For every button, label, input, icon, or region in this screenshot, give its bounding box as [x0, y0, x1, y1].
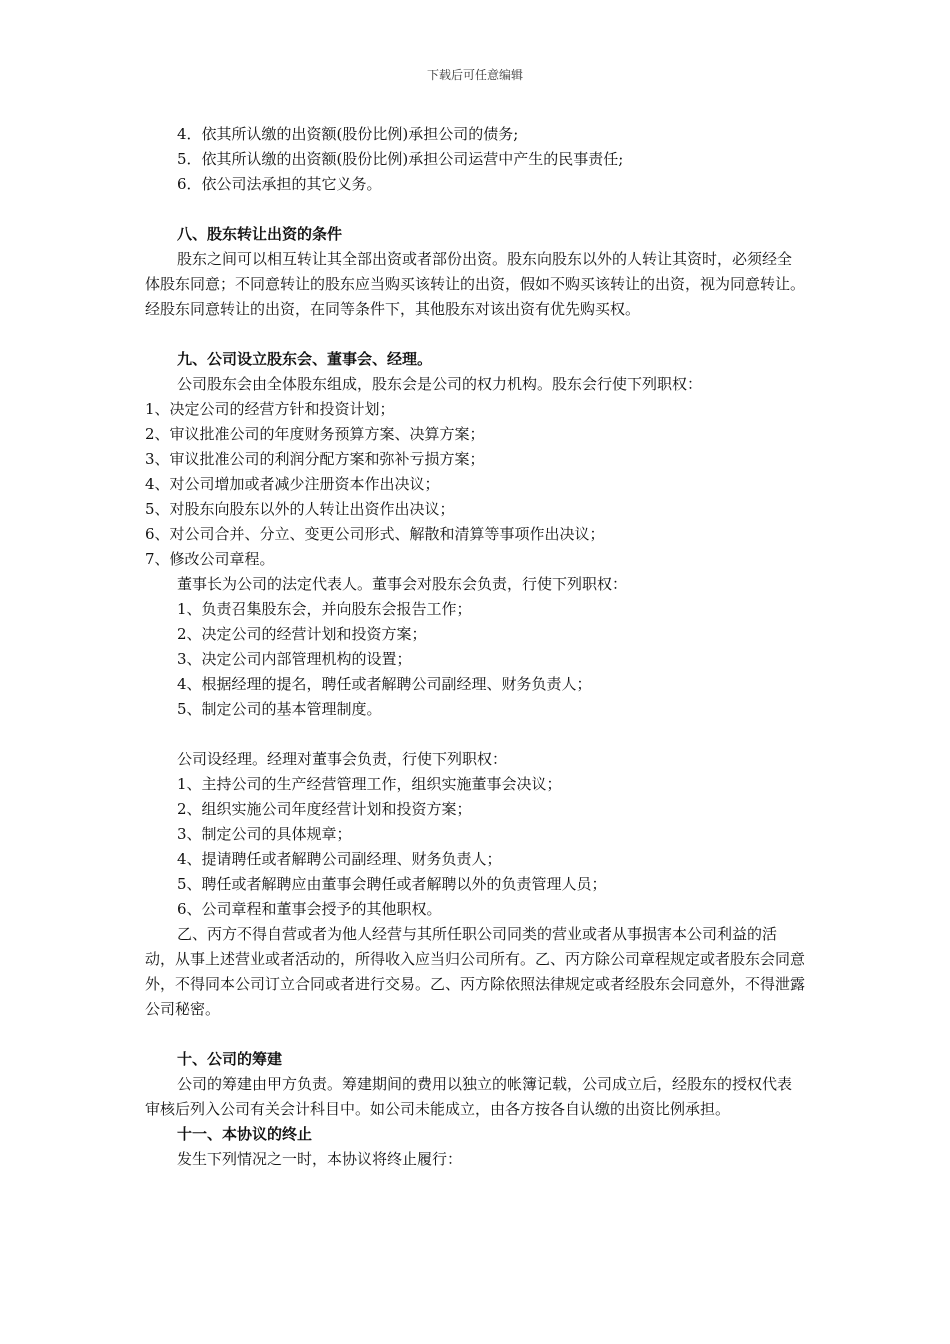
- list-item: 7、修改公司章程。: [145, 550, 275, 568]
- list-item: 4．依其所认缴的出资额(股份比例)承担公司的债务;: [177, 125, 519, 143]
- section-9-heading: 九、公司设立股东会、董事会、经理。: [177, 350, 433, 368]
- section-10-heading: 十、公司的筹建: [177, 1050, 283, 1068]
- section-9-closing-paragraph: 乙、丙方不得自营或者为他人经营与其所任职公司同类的营业或者从事损害本公司利益的活动，从事上述营业或者活动的，所得收入应当归公司所有。乙、丙方除公司章程规定或者股东会同意外，不得同本公司订立合同或者进行交易。乙、丙方除依照法律规定或者经股东会同意外，不得泄露公司秘密。: [145, 925, 806, 1018]
- list-item: 5．依其所认缴的出资额(股份比例)承担公司运营中产生的民事责任;: [177, 150, 624, 168]
- list-item: 1、决定公司的经营方针和投资计划；: [145, 400, 395, 418]
- list-item: 5、制定公司的基本管理制度。: [177, 700, 382, 718]
- list-item: 3、审议批准公司的利润分配方案和弥补亏损方案；: [145, 450, 485, 468]
- section-8-paragraph: 股东之间可以相互转让其全部出资或者部份出资。股东向股东以外的人转让其资时，必须经全体股东同意；不同意转让的股东应当购买该转让的出资，假如不购买该转让的出资，视为同意转让。经股东同意转让的出资，在同等条件下，其他股东对该出资有优先购买权。: [145, 250, 806, 318]
- manager-intro: 公司设经理。经理对董事会负责，行使下列职权：: [177, 750, 508, 768]
- shareholder-intro: 公司股东会由全体股东组成，股东会是公司的权力机构。股东会行使下列职权：: [177, 375, 703, 393]
- list-item: 4、对公司增加或者减少注册资本作出决议；: [145, 475, 440, 493]
- list-item: 4、根据经理的提名，聘任或者解聘公司副经理、财务负责人；: [177, 675, 592, 693]
- list-item: 1、负责召集股东会，并向股东会报告工作；: [177, 600, 472, 618]
- document-body: [145, 122, 805, 1172]
- list-item: 1、主持公司的生产经营管理工作，组织实施董事会决议；: [177, 775, 562, 793]
- manager-powers-list: [145, 772, 805, 922]
- list-item: 2、审议批准公司的年度财务预算方案、决算方案；: [145, 425, 485, 443]
- list-item: 2、组织实施公司年度经营计划和投资方案；: [177, 800, 472, 818]
- shareholder-powers-list: [145, 397, 805, 572]
- list-item: 3、制定公司的具体规章；: [177, 825, 352, 843]
- board-intro: 董事长为公司的法定代表人。董事会对股东会负责，行使下列职权：: [177, 575, 628, 593]
- section-7-list: [145, 122, 805, 197]
- list-item: 4、提请聘任或者解聘公司副经理、财务负责人；: [177, 850, 502, 868]
- section-11-paragraph: 发生下列情况之一时，本协议将终止履行：: [177, 1150, 463, 1168]
- list-item: 5、聘任或者解聘应由董事会聘任或者解聘以外的负责管理人员；: [177, 875, 607, 893]
- list-item: 6、公司章程和董事会授予的其他职权。: [177, 900, 442, 918]
- board-powers-list: [145, 597, 805, 722]
- list-item: 3、决定公司内部管理机构的设置；: [177, 650, 412, 668]
- section-8-heading: 八、股东转让出资的条件: [177, 225, 343, 243]
- section-11-heading: 十一、本协议的终止: [177, 1125, 313, 1143]
- list-item: 6、对公司合并、分立、变更公司形式、解散和清算等事项作出决议；: [145, 525, 605, 543]
- list-item: 5、对股东向股东以外的人转让出资作出决议；: [145, 500, 455, 518]
- list-item: 6．依公司法承担的其它义务。: [177, 175, 382, 193]
- page-header: 下载后可任意编辑: [426, 68, 523, 82]
- list-item: 2、决定公司的经营计划和投资方案；: [177, 625, 427, 643]
- section-10-paragraph: 公司的筹建由甲方负责。筹建期间的费用以独立的帐簿记载，公司成立后，经股东的授权代表审核后列入公司有关会计科目中。如公司未能成立，由各方按各自认缴的出资比例承担。: [145, 1075, 793, 1118]
